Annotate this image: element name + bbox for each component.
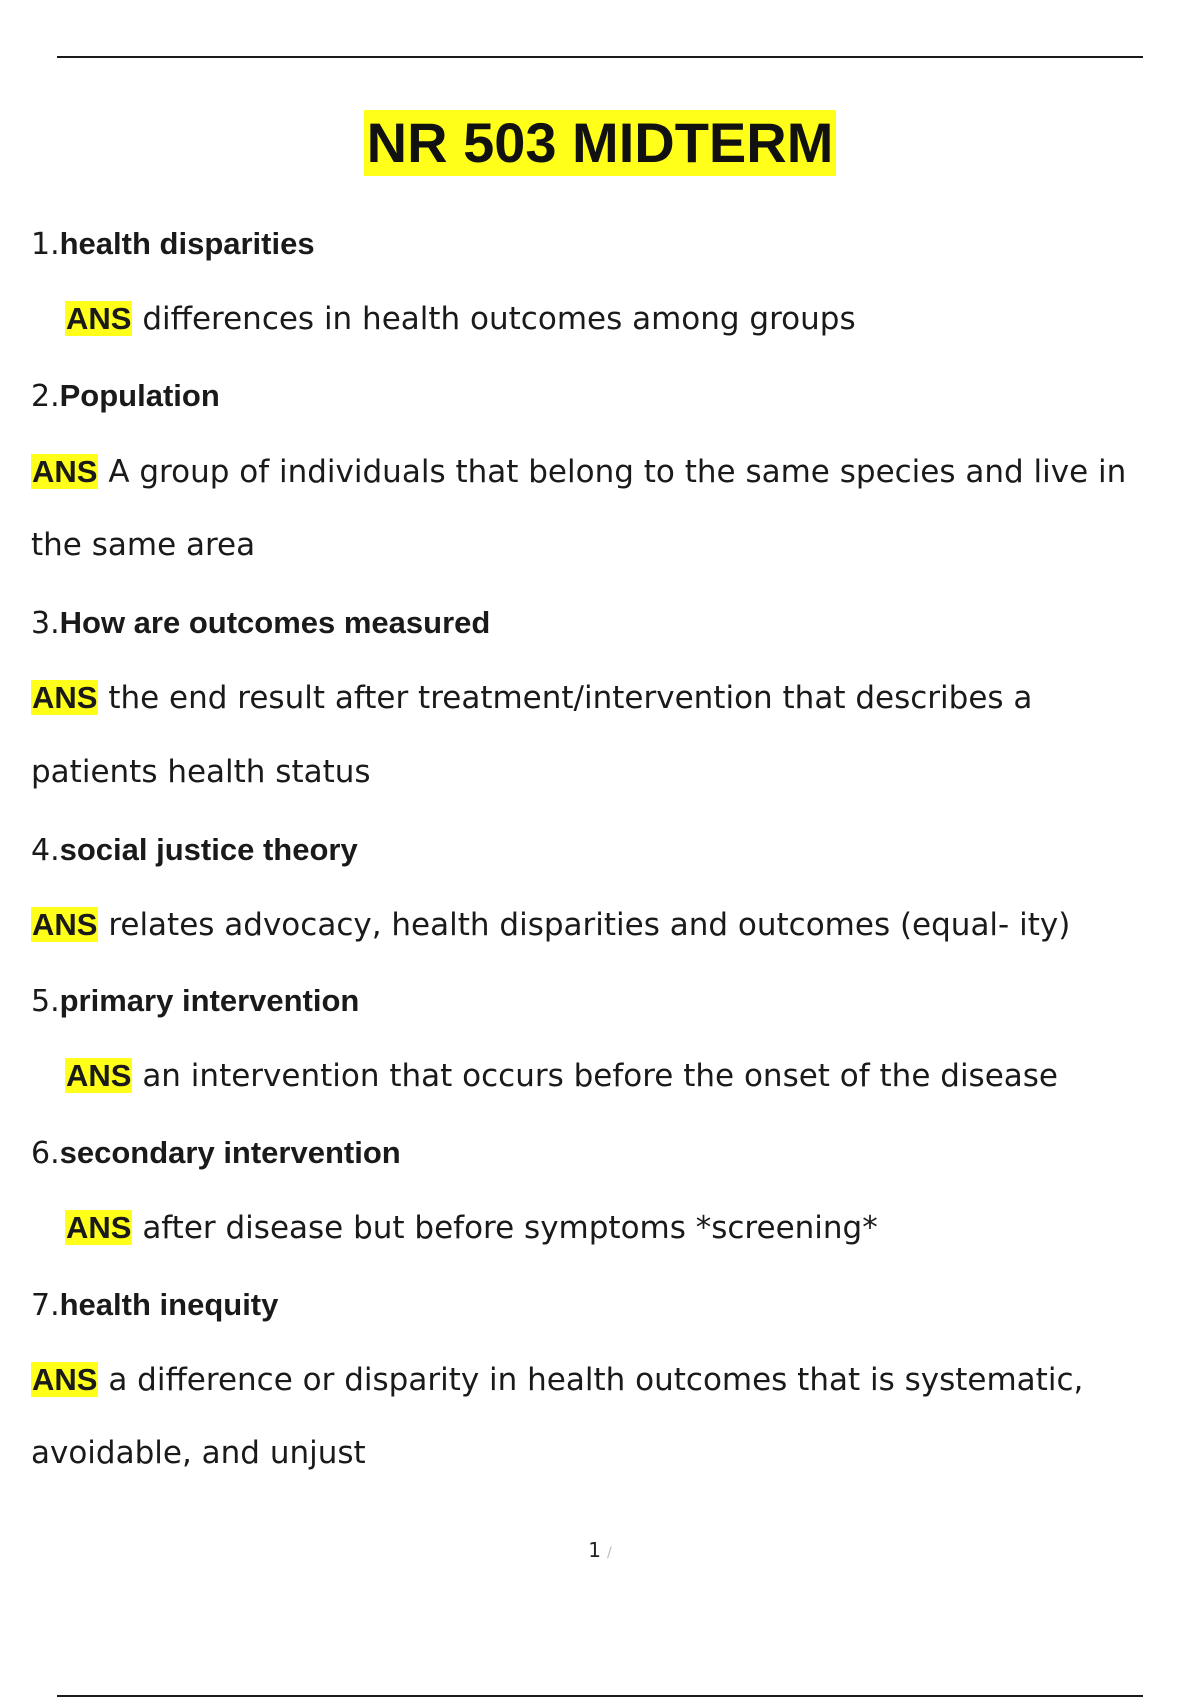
question-number: 4. [31,833,60,868]
question-number: 2. [31,379,60,414]
question-number: 1. [31,227,60,262]
question-number: 6. [31,1136,60,1171]
question-term: How are outcomes measured [59,605,491,640]
bottom-rule [57,1695,1143,1697]
answer-1 [65,281,1185,357]
ans-highlight: ANS [32,1362,98,1397]
answer-4 [31,887,1181,963]
answer-7 [31,1342,1181,1418]
ans-highlight: ANS [32,454,98,489]
question-term: health disparities [59,226,315,261]
question-term: social justice theory [59,832,358,867]
ans-highlight: ANS [66,1058,132,1093]
question-number: 5. [31,984,60,1019]
page-number [0,1538,1200,1562]
question-number: 3. [31,606,60,641]
question-term: secondary intervention [59,1135,401,1170]
question-5 [31,981,359,1022]
question-6 [31,1133,401,1174]
document-title: NR 503 MIDTERM [364,110,837,176]
page-number-separator: / [607,1545,612,1561]
ans-highlight: ANS [32,680,98,715]
question-3 [31,603,490,644]
answer-7-cont [31,1416,1181,1491]
ans-highlight: ANS [66,1210,132,1245]
ans-highlight: ANS [66,301,132,336]
question-term: health inequity [59,1287,279,1322]
question-number: 7. [31,1288,60,1323]
ans-highlight: ANS [32,907,98,942]
question-1 [31,224,315,265]
answer-6 [65,1190,1185,1266]
answer-2-cont [31,508,1181,583]
answer-text-line1: a difference or disparity in health outcomes that is systematic, [108,1362,1084,1398]
answer-3-cont [31,735,1181,810]
answer-text: an intervention that occurs before the onset of the disease [142,1058,1058,1094]
answer-text: after disease but before symptoms *screening* [142,1210,878,1246]
answer-2 [31,434,1181,510]
top-rule [57,56,1143,58]
answer-3 [31,660,1181,736]
answer-text-line1: A group of individuals that belong to the same species and live in [108,454,1127,490]
page-number-value: 1 [588,1538,601,1562]
question-7 [31,1285,278,1326]
answer-text-line1: the end result after treatment/intervention that describes a [108,680,1033,716]
title-container [0,110,1200,176]
answer-text: differences in health outcomes among groups [142,301,856,337]
answer-text-line2: patients health status [31,754,371,790]
answer-text-line2: the same area [31,527,256,563]
answer-text: relates advocacy, health disparities and outcomes (equal- ity) [108,907,1071,943]
question-4 [31,830,358,871]
question-term: Population [59,378,220,413]
question-2 [31,376,220,417]
question-term: primary intervention [59,983,360,1018]
answer-text-line2: avoidable, and unjust [31,1435,366,1471]
answer-5 [65,1038,1185,1114]
